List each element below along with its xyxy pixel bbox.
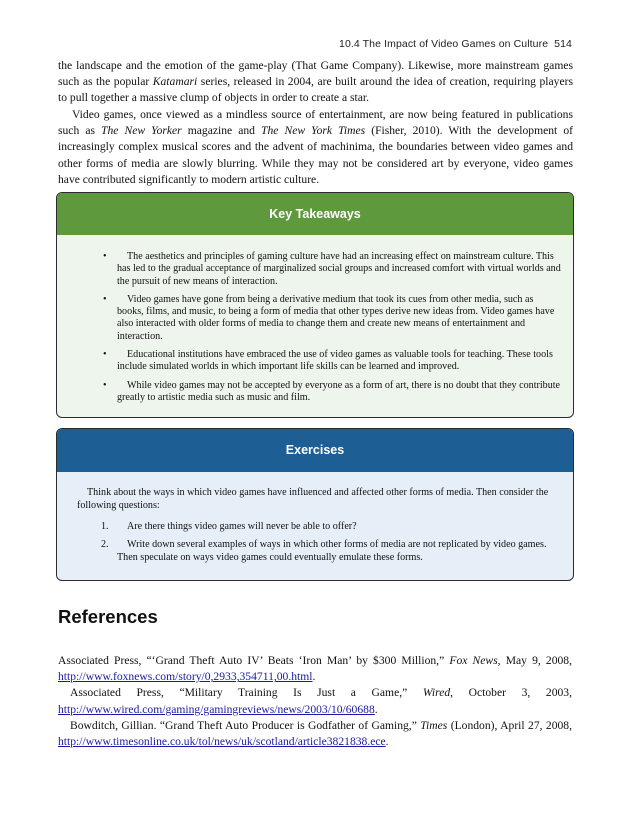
takeaways-list	[103, 251, 561, 410]
list-item-text: Video games have gone from being a derivative medium that took its cues from other media, such as books, films, and music, to being a form of media that other types derive new ideas from. Video games have also interacted with older forms of media to change them and create new means of entertainment and interaction.	[117, 293, 555, 342]
bullet-icon: •	[103, 251, 107, 262]
list-item	[101, 520, 557, 533]
text-run: (Fisher, 2010). With the development of increasingly complex musical scores and the advent of machinima, the boundaries between video games and other forms of media are slowly blurring. While they may not be considered art by everyone, video games have contributed significantly to modern artistic culture.	[58, 124, 573, 186]
text-run: Bowditch, Gillian. “Grand Theft Auto Producer is Godfather of Gaming,”	[70, 718, 421, 732]
bullet-icon: •	[103, 349, 107, 361]
item-number: 2.	[101, 539, 109, 550]
text-run: Associated Press, “‘Grand Theft Auto IV’ Beats ‘Iron Man’ by $300 Million,”	[58, 654, 450, 667]
exercises-box	[56, 428, 574, 581]
text-run: .	[385, 735, 389, 749]
bullet-icon: •	[103, 379, 107, 391]
text-run: magazine and	[181, 124, 262, 138]
bullet-icon: •	[103, 293, 107, 305]
italic-title: Katamari	[152, 75, 198, 89]
reference-entry	[58, 718, 572, 750]
list-item	[103, 251, 561, 288]
section-title: 10.4 The Impact of Video Games on Culture	[339, 38, 549, 50]
text-run: the landscape and the emotion of the game-play (That Game Company). Likewise, more mainstream games such as the popular	[58, 59, 573, 89]
references-list	[58, 653, 572, 750]
list-item	[101, 538, 557, 564]
list-item	[103, 349, 561, 374]
page-number: 514	[554, 38, 572, 50]
italic-title: The New Yorker	[101, 124, 182, 138]
list-item-text: While video games may not be accepted by everyone as a form of art, there is no doubt that they contribute greatly to artistic media such as music and film.	[117, 379, 561, 403]
italic-title: Wired	[422, 686, 451, 700]
running-header	[339, 38, 572, 50]
italic-title: Times	[420, 718, 448, 732]
list-item-text: The aesthetics and principles of gaming culture have had an increasing effect on mainstream culture. This has led to the gradual acceptance of marginalized social groups and increased comfort with virtual worlds and the pursuit of new means of interaction.	[117, 251, 561, 287]
italic-title: The New York Times	[261, 124, 366, 138]
text-run: , May 9, 2008,	[497, 654, 573, 667]
text-run: series, released in 2004, are built around the idea of creation, requiring players to pull together a massive clump of objects in order to create a star.	[58, 75, 573, 105]
reference-link[interactable]: http://www.timesonline.co.uk/tol/news/uk/scotland/article3821838.ece	[58, 735, 386, 749]
reference-link[interactable]: http://www.foxnews.com/story/0,2933,354711,00.html	[58, 670, 313, 684]
italic-title: Fox News	[449, 654, 498, 667]
list-item	[103, 379, 561, 405]
item-number: 1.	[101, 521, 109, 532]
list-item-text: Are there things video games will never be able to offer?	[127, 521, 357, 532]
exercises-title: Exercises	[57, 429, 573, 472]
text-run: .	[312, 670, 316, 684]
list-item-text: Educational institutions have embraced the use of video games as valuable tools for teaching. These tools include simulated worlds in which important life skills can be learned and improved.	[117, 349, 553, 373]
reference-entry	[58, 685, 572, 717]
text-run: , October 3, 2003,	[450, 686, 572, 700]
references-heading: References	[58, 606, 158, 627]
text-run: (London), April 27, 2008,	[447, 718, 572, 732]
list-item-text: Write down several examples of ways in which other forms of media are not replicated by video games. Then speculate on ways video games could eventually emulate these forms.	[117, 539, 547, 563]
reference-entry	[58, 653, 572, 685]
text-run: Video games, once viewed as a mindless source of entertainment, are now being featured in publications such as	[58, 108, 573, 138]
text-run: Associated Press, “Military Training Is Just a Game,”	[70, 686, 423, 700]
body-paragraph-1	[58, 58, 573, 107]
reference-link[interactable]: http://www.wired.com/gaming/gamingreviews/news/2003/10/60688	[58, 702, 375, 716]
list-item	[103, 293, 561, 343]
key-takeaways-box	[56, 192, 574, 418]
exercises-intro: Think about the ways in which video games have influenced and affected other forms of media. Then consider the following questions:	[77, 487, 549, 511]
text-run: .	[374, 702, 378, 716]
body-paragraph-2	[58, 107, 573, 188]
key-takeaways-title: Key Takeaways	[57, 193, 573, 235]
exercises-list	[101, 520, 557, 569]
